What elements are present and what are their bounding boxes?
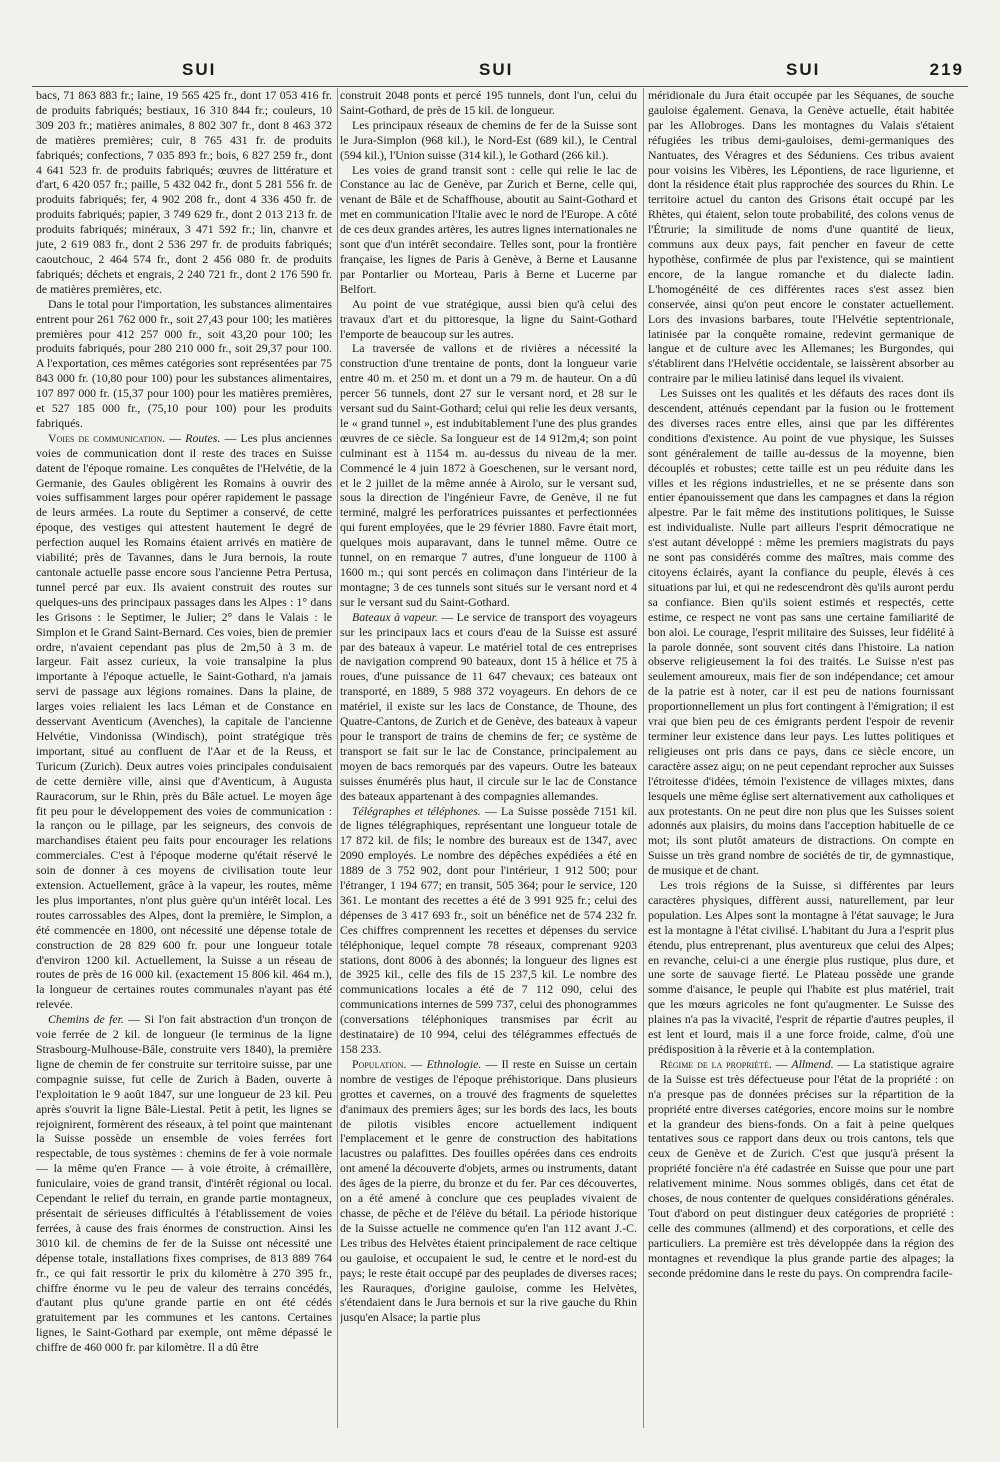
paragraph-text: construit 2048 ponts et percé 195 tunnels, dont l'un, celui du Saint-Gothard, de près de 15 kil. de longueur. xyxy=(340,88,637,117)
paragraph xyxy=(648,88,954,386)
paragraph-text: Les voies de grand transit sont : celle qui relie le lac de Constance au lac de Genève, par Zurich et Berne, celle qui, venant de Bâle et de Schaffhouse, aboutit au Saint-Gothard et met en communication l'Italie avec le nord de l'Europe. A côté de ces deux grandes artères, les autres lignes internationales ne sont que d'un intérêt secondaire. Telles sont, pour la frontière française, les lignes de Paris à Genève, à Berne et Lausanne par Pontarlier ou Morteau, Paris à Berne et Lucerne par Belfort. xyxy=(340,162,637,296)
subsection-title: Bateaux à vapeur. xyxy=(352,609,438,624)
column-divider xyxy=(337,88,338,1428)
paragraph-text: — Il reste en Suisse un certain nombre de vestiges de l'époque préhistorique. Dans plusieurs grottes et cavernes, on a trouvé des fragments de squelettes d'animaux des premiers âges; sur les bords des lacs, les bouts de pilotis visibles encore actuellement indiquent l'emplacement et le genre de construction des habitations lacustres ou palafittes. Des fouilles opérées dans ces endroits ont amené la découverte d'objets, armes ou instruments, datant des âges de la pierre, du bronze et du fer. Par ces découvertes, on a été amené à conclure que ces peuplades vivaient de chasse, de pêche et de l'élève du bétail. La période historique de la Suisse actuelle ne commence qu'en l'an 112 avant J.-C. Les tribus des Helvètes étaient principalement de race celtique ou gauloise, et occupaient le sud, le centre et le nord-est du pays; le reste était occupé par des peuplades de diverses races; les Rauraques, d'origine gauloise, comme les Helvètes, s'étendaient dans le Jura bernois et sur la rive gauche du Rhin jusqu'en Alsace; la partie plus xyxy=(340,1056,637,1325)
paragraph-text: — Les plus anciennes voies de communication dont il reste des traces en Suisse datent de l'époque romaine. Les conquêtes de l'Helvétie, de la Germanie, des Gaules obligèrent les Romains à ouvrir des voies suffisamment larges pour opérer rapidement le passage de leurs armées. La route du Septimer a conservé, de cette époque, des vestiges qui attestent hautement le degré de perfection auquel les Romains étaient arrivés en matière de viabilité; près de Tavannes, dans le Jura bernois, la route cantonale actuelle passe encore sous l'ancienne Petra Pertusa, tunnel percé par eux. Ils avaient construit des routes sur quelques-uns des principaux passages dans les Alpes : 1° dans les Grisons : le Septimer, le Julier; 2° dans le Valais : le Simplon et le Grand Saint-Bernard. Ces voies, bien de premier ordre, n'avaient cependant pas plus de 2m,50 à 3 m. de largeur. Fait assez curieux, la voie transalpine la plus importante à l'époque actuelle, le Saint-Gothard, n'a jamais servi de passage aux légions romaines. Dans la plaine, de larges voies reliaient les lacs Léman et de Constance en desservant Aventicum (Avenches), la capitale de l'ancienne Helvétie, Vindonissa (Windisch), point stratégique très important, situé au confluent de l'Aar et de la Reuss, et Turicum (Zurich). Deux autres voies principales conduisaient de cette dernière ville, ainsi que d'Aventicum, à Augusta Rauracorum, sur le Rhin, près du Bâle actuel. Le moyen âge fit peu pour le développement des voies de communication : la rançon ou le pillage, par les seigneurs, des convois de marchandises étaient peu faits pour encourager les relations commerciales. C'est à l'époque moderne qu'était réservé le soin de donner à ces moyens de civilisation toute leur extension. Actuellement, grâce à la vapeur, les routes, même les plus importantes, n'ont plus guère qu'un intérêt local. Les routes carrossables des Alpes, dont la première, le Simplon, a été commencée en 1800, ont nécessité une dépense totale de construction de 28 829 600 fr. pour une longueur totale d'environ 1200 kil. Actuellement, la Suisse a un réseau de routes de près de 16 000 kil. (exactement 15 806 kil. 464 m.), la longueur de certaines routes communales n'ayant pas été relevée. xyxy=(36,430,332,1012)
page-header xyxy=(32,60,968,84)
paragraph xyxy=(648,878,954,1057)
paragraph-text: La traversée de vallons et de rivières a nécessité la construction d'une trentaine de ponts, dont la longueur varie entre 40 m. et 250 m. et dont un a 79 m. de hauteur. On a dû percer 56 tunnels, dont 27 sur le versant nord, et 28 sur le versant sud du Saint-Gothard; celui qui relie les deux versants, le « grand tunnel », est indubitablement l'une des plus grandes œuvres de ce siècle. Sa longueur est de 14 912m,4; son point culminant est à 1154 m. au-dessus du niveau de la mer. Commencé le 4 juin 1872 à Goeschenen, sur le versant nord, et le 2 juillet de la même année à Airolo, sur le versant sud, sous la direction de l'ingénieur Favre, de Genève, il ne fut terminé, malgré les perforatrices puissantes et perfectionnées qui furent employées, que le 29 février 1880. Favre était mort, quelques mois auparavant, dans le tunnel même. Outre ce tunnel, on en remarque 7 autres, d'une longueur de 1100 à 1600 m.; qui sont percés en colimaçon dans l'intérieur de la montagne; 3 de ces tunnels sont situés sur le versant nord et 4 sur le versant sud du Saint-Gothard. xyxy=(340,341,637,609)
paragraph-text: — Si l'on fait abstraction d'un tronçon de voie ferrée de 2 kil. de longueur (le terminus de la ligne Strasbourg-Mulhouse-Bâle, construite vers 1840), la première ligne de chemin de fer construite sur territoire suisse, par une compagnie suisse, fut celle de Zurich à Baden, ouverte à l'exploitation le 9 août 1847, sur une longueur de 23 kil. Peu après s'ouvrit la ligne Bâle-Liestal. Petit à petit, les lignes se rejoignirent, formèrent des réseaux, à tel point que maintenant la Suisse possède un ensemble de voies ferrées fort respectable, de tous systèmes : chemins de fer à voie normale — la même qu'en France — à voie étroite, à crémaillère, funiculaire, voies de grand transit, d'intérêt régional ou local. Cependant le relief du terrain, en grande partie montagneux, présentait de sérieuses difficultés à l'établissement de voies ferrées, à cause des frais énormes de construction. Ainsi les 3010 kil. de chemins de fer de la Suisse ont nécessité une dépense totale, installations fixes comprises, de 813 889 764 fr., ce qui fait ressortir le prix du kilomètre à 270 395 fr., chiffre énorme vu le peu de valeur des terrains concédés, d'autant plus qu'une grande partie en ont été cédés gratuitement par les communes et les cantons. Certaines lignes, le Saint-Gothard par exemple, ont même dépassé le chiffre de 460 000 fr. par kilomètre. Il a dû être xyxy=(36,1012,332,1355)
running-head-center: SUI xyxy=(479,60,514,79)
paragraph: Régime de la propriété. — Allmend. — La statistique agraire de la Suisse est très défectueuse pour l'état de la propriété : on n'a presque pas de données précises sur la répartition de la propriété entre diverses catégories, encore moins sur le nombre et la grandeur des biens-fonds. On a fait à peine quelques tentatives sous ce rapport dans deux ou trois cantons, tels que ceux de Genève et de Zurich. C'est que jusqu'à présent la propriété foncière n'a été cadastrée en Suisse que pour une part relativement minime. Nous sommes obligés, dans cet état de choses, de nous contenter de quelques considérations générales. Tout d'abord on peut distinguer deux catégories de propriété : celle des communes (allmend) et des corporations, et celle des particuliers. La première est très développée dans la région des montagnes et revendique la plus grande partie des alpages; la seconde prédomine dans le reste du pays. On comprendra facile- xyxy=(648,1056,954,1280)
subsection-title: Ethnologie. xyxy=(426,1056,482,1071)
paragraph-text: — La statistique agraire de la Suisse est très défectueuse pour l'état de la propriété : on n'a presque pas de données précises sur la répartition de la propriété entre diverses catégories, encore moins sur le nombre et la grandeur des biens-fonds. On a fait à peine quelques tentatives sous ce rapport dans deux ou trois cantons, tels que ceux de Genève et de Zurich. C'est que jusqu'à présent la propriété foncière n'a été cadastrée en Suisse que pour une part relativement minime. Nous sommes obligés, dans cet état de choses, de nous contenter de quelques considérations générales. Tout d'abord on peut distinguer deux catégories de propriété : celle des communes (allmend) et des corporations, et celle des particuliers. La première est très développée dans la région des montagnes et revendique la plus grande partie des alpages; la seconde prédomine dans le reste du pays. On comprendra facile- xyxy=(648,1056,954,1280)
column-divider xyxy=(643,88,644,1428)
subsection-title: Chemins de fer. xyxy=(48,1012,124,1027)
paragraph-text: Les Suisses ont les qualités et les défauts des races dont ils descendent, atténués cependant par la fusion ou le frottement des diverses races entre elles, ainsi que par les différentes conditions d'existence. Au point de vue physique, les Suisses sont généralement de taille au-dessus de la moyenne, bien découplés et robustes; cette taille est un peu réduite dans les villes et les régions industrielles, et ne se présente dans son entier épanouissement que dans les campagnes et dans la région alpestre. Par le fait même des institutions politiques, le Suisse est individualiste. Nulle part ailleurs l'esprit démocratique ne s'est autant développé : même les premiers magistrats du pays ne sont pas considérés comme des maîtres, mais comme des citoyens éclairés, ayant la confiance du peuple, élevés à ces situations par lui, et qui ne redescendront dès qu'ils auront perdu sa confiance. Bien qu'ils soient estimés et respectés, cette estime, ce respect ne vont pas sans une certaine familiarité de bon aloi. Le courage, l'esprit militaire des Suisses, leur fidélité à la parole donnée, sont souvent cités dans l'histoire. La nation observe religieusement la foi des traités. Le Suisse n'est pas seulement amoureux, mais fier de son indépendance; cet amour de la patrie est à noter, car il est peu de nations fournissant proportionnellement un plus fort contingent à l'émigration; il est vrai que bien peu de ces émigrants perdent l'espoir de revenir terminer leur existence dans leur pays. Les luttes politiques et religieuses ont pris dans ce pays, dans ce siècle encore, un caractère assez aigu; on ne peut cependant reprocher aux Suisses l'étroitesse d'idées, témoin l'existence de villages mixtes, dans lesquels une même église sert alternativement aux catholiques et aux protestants. On ne peut dire non plus que les Suisses soient adonnés aux plaisirs, du moins dans l'acception habituelle de ce mot; ils sont plutôt amateurs de distractions. On compte en Suisse un très grand nombre de sociétés de tir, de gymnastique, de musique et de chant. xyxy=(648,386,954,878)
running-head-left: SUI xyxy=(182,60,217,79)
paragraph xyxy=(36,297,332,431)
paragraph: Voies de communication. — Routes. — Les plus anciennes voies de communication dont il reste des traces en Suisse datent de l'époque romaine. Les conquêtes de l'Helvétie, de la Germanie, des Gaules obligèrent les Romains à ouvrir des voies suffisamment larges pour opérer rapidement le passage de leurs armées. La route du Septimer a conservé, de cette époque, des vestiges qui attestent hautement le degré de perfection auquel les Romains étaient arrivés en matière de viabilité; près de Tavannes, dans le Jura bernois, la route cantonale actuelle passe encore sous l'ancienne Petra Pertusa, tunnel percé par eux. Ils avaient construit des routes sur quelques-uns des principaux passages dans les Alpes : 1° dans les Grisons : le Septimer, le Julier; 2° dans le Valais : le Simplon et le Grand Saint-Bernard. Ces voies, bien de premier ordre, n'avaient cependant pas plus de 2m,50 à 3 m. de largeur. Fait assez curieux, la voie transalpine la plus importante à l'époque actuelle, le Saint-Gothard, n'a jamais servi de passage aux légions romaines. Dans la plaine, de larges voies reliaient les lacs Léman et de Constance en desservant Aventicum (Avenches), la capitale de l'ancienne Helvétie, Vindonissa (Windisch), point stratégique très important, situé au confluent de l'Aar et de la Reuss, et Turicum (Zurich). Deux autres voies principales conduisaient de cette dernière ville, ainsi que d'Aventicum, à Augusta Rauracorum, sur le Rhin, près du Bâle actuel. Le moyen âge fit peu pour le développement des voies de communication : la rançon ou le pillage, par les seigneurs, des convois de marchandises étaient peu faits pour encourager les relations commerciales. C'est à l'époque moderne qu'était réservé le soin de donner à ces moyens de civilisation toute leur extension. Actuellement, grâce à la vapeur, les routes, même les plus importantes, n'ont plus guère qu'un intérêt local. Les routes carrossables des Alpes, dont la première, le Simplon, a été commencée en 1800, ont nécessité une dépense totale de construction de 28 829 600 fr. pour une longueur totale d'environ 1200 kil. Actuellement, la Suisse a un réseau de routes de près de 16 000 kil. (exactement 15 806 kil. 464 m.), la longueur de certaines routes communales n'ayant pas été relevée. xyxy=(36,430,332,1012)
section-heading: Régime de la propriété. xyxy=(660,1056,772,1071)
paragraph-text: méridionale du Jura était occupée par les Séquanes, de souche gauloise également. Genava, la Genève actuelle, était habitée par les Allobroges. Dans les montagnes du Valais s'étaient réfugiées les tribus demi-gauloises, demi-germaniques des Nantuates, des Véragres et des Séduniens. Ces tribus avaient pour voisins les Vibères, les Lépontiens, de race ligurienne, et dont la résidence était plus rapprochée des sources du Rhin. Le territoire actuel du canton des Grisons était occupé par les Rhètes, qui étaient, selon toute probabilité, des colons venus de l'Étrurie; la similitude de noms d'une quantité de lieux, communs aux deux pays, fait pencher en faveur de cette hypothèse, confirmée de plus par l'existence, qui se maintient encore, de la langue romanche et du dialecte ladin. L'homogénéité de ces différentes races s'est assez bien conservée, ainsi qu'on peut encore le constater actuellement. Lors des invasions barbares, toute l'Helvétie septentrionale, latinisée par la conquête romaine, redevint germanique de langue et de culture avec les Allemanes; les Burgondes, qui s'établirent dans l'Helvétie occidentale, se laissèrent absorber au contraire par le milieu latinisé dans lequel ils vivaient. xyxy=(648,88,954,386)
paragraph xyxy=(340,297,637,342)
paragraph xyxy=(648,386,954,878)
subsection-title: Routes. xyxy=(185,430,221,445)
page-number: 219 xyxy=(929,60,964,79)
section-heading: Population. xyxy=(352,1056,407,1071)
paragraph xyxy=(340,118,637,163)
paragraph xyxy=(36,1012,332,1355)
paragraph xyxy=(36,88,332,297)
paragraph-text: Au point de vue stratégique, aussi bien qu'à celui des travaux d'art et du pittoresque, la ligne du Saint-Gothard l'emporte de beaucoup sur les autres. xyxy=(340,296,637,341)
paragraph-text: Les trois régions de la Suisse, si différentes par leurs caractères physiques, diffèrent aussi, naturellement, par leur population. Les Alpes sont la montagne à l'état sauvage; le Jura est la montagne à l'état civilisé. L'habitant du Jura a l'esprit plus étendu, plus entreprenant, plus aventureux que celui des Alpes; en revanche, celui-ci a une énergie plus rustique, plus dure, et une sorte de sauvage fierté. Le Plateau possède une grande somme d'aisance, le peuple qui l'habite est plus matériel, trait que les mœurs agricoles ne font qu'augmenter. Le Suisse des plaines n'a pas la vivacité, l'esprit de répartie d'autres peuples, il est lent et lourd, mais il a une force froide, calme, d'où une prédisposition à la rêverie et à la contemplation. xyxy=(648,878,954,1056)
paragraph-text: — La Suisse possède 7151 kil. de lignes télégraphiques, représentant une longueur totale de 17 872 kil. de fils; le nombre des bureaux est de 1347, avec 2090 employés. Le nombre des dépêches expédiées a été en 1889 de 3 752 902, dont pour l'intérieur, 1 912 500; pour l'étranger, 1 194 677; en transit, 505 364; pour le service, 120 361. Le montant des recettes a été de 3 991 925 fr.; celui des dépenses de 3 417 693 fr., soit un bénéfice net de 574 232 fr. Ces chiffres comprennent les recettes et dépenses du service téléphonique, lequel compte 78 réseaux, comprenant 9203 stations, dont 8006 à des abonnés; la longueur des lignes est de 3925 kil., celle des fils de 15 237,5 kil. Le nombre des communications locales a été de 7 112 090, celui des communications internes de 599 737, celui des phonogrammes (conversations téléphoniques transmises par écrit au destinataire) de 10 994, celui des télégrammes effectués de 158 233. xyxy=(340,803,637,1056)
paragraph-text: bacs, 71 863 883 fr.; laine, 19 565 425 fr., dont 17 053 416 fr. de produits fabriqués; bestiaux, 16 310 844 fr.; couleurs, 10 309 203 fr.; matières animales, 8 802 307 fr., dont 8 463 372 de matières premières; cuir, 8 765 431 fr. de produits fabriqués; confections, 7 035 893 fr.; bois, 6 827 259 fr., dont 4 641 523 fr. de produits fabriqués; œuvres de littérature et d'art, 6 420 057 fr.; paille, 5 432 042 fr., dont 5 281 556 fr. de produits fabriqués; fer, 4 902 208 fr., dont 4 336 450 fr. de produits fabriqués; papier, 3 749 629 fr., dont 2 013 213 fr. de produits fabriqués; minéraux, 3 471 592 fr.; lin, chanvre et jute, 2 619 083 fr., dont 2 536 297 fr. de produits fabriqués; caoutchouc, 2 464 574 fr., dont 2 456 080 fr. de produits fabriqués; déchets et engrais, 2 240 721 fr., dont 2 176 590 fr. de matières premières, etc. xyxy=(36,88,332,296)
text-column-2 xyxy=(340,88,637,1428)
text-column-3 xyxy=(648,88,954,1428)
subsection-title: Télégraphes et téléphones. xyxy=(352,803,481,818)
paragraph-text: — Le service de transport des voyageurs sur les principaux lacs et cours d'eau de la Suisse est assuré par des bateaux à vapeur. Le matériel total de ces entreprises de navigation comprend 90 bateaux, dont 15 à hélice et 75 à roues, d'une puissance de 11 647 chevaux; ces bateaux ont transporté, en 1889, 5 988 372 voyageurs. En dehors de ce matériel, il existe sur les lacs de Constance, de Thoune, des Quatre-Cantons, de Zurich et de Genève, des bateaux à vapeur pour le transport de trains de chemins de fer; ce système de transport se fait sur le lac de Constance, principalement au moyen de bacs remorqués par des vapeurs. Outre les bateaux suisses énumérés plus haut, il circule sur le lac de Constance des bateaux appartenant à des compagnies allemandes. xyxy=(340,609,637,803)
paragraph xyxy=(340,804,637,1057)
paragraph xyxy=(340,163,637,297)
paragraph-text: Dans le total pour l'importation, les substances alimentaires entrent pour 261 762 000 fr., soit 27,43 pour 100; les matières premières pour 412 257 000 fr., soit 43,20 pour 100; les produits fabriqués, pour 280 210 000 fr., soit 29,37 pour 100. A l'exportation, ces mêmes catégories sont représentées par 75 843 000 fr. (10,80 pour 100) pour les substances alimentaires, 107 897 000 fr. (15,37 pour 100) pour les matières premières, et 527 185 000 fr., (75,10 pour 100) pour les produits fabriqués. xyxy=(36,296,332,430)
paragraph xyxy=(340,88,637,118)
paragraph-text: Les principaux réseaux de chemins de fer de la Suisse sont le Jura-Simplon (968 kil.), le Nord-Est (689 kil.), le Central (594 kil.), l'Union suisse (314 kil.), le Gothard (266 kil.). xyxy=(340,117,637,162)
subsection-title: Allmend. xyxy=(791,1056,834,1071)
paragraph xyxy=(340,610,637,804)
text-column-1 xyxy=(36,88,332,1428)
running-head-right: SUI xyxy=(786,60,821,79)
paragraph xyxy=(340,341,637,609)
header-rule xyxy=(32,86,968,87)
paragraph: Population. — Ethnologie. — Il reste en Suisse un certain nombre de vestiges de l'époque préhistorique. Dans plusieurs grottes et cavernes, on a trouvé des fragments de squelettes d'animaux des premiers âges; sur les bords des lacs, les bouts de pilotis visibles encore actuellement indiquent l'emplacement et le genre de construction des habitations lacustres ou palafittes. Des fouilles opérées dans ces endroits ont amené la découverte d'objets, armes ou instruments, datant des âges de la pierre, du bronze et du fer. Par ces découvertes, on a été amené à conclure que ces peuplades vivaient de chasse, de pêche et de l'élève du bétail. La période historique de la Suisse actuelle ne commence qu'en l'an 112 avant J.-C. Les tribus des Helvètes étaient principalement de race celtique ou gauloise, et occupaient le sud, le centre et le nord-est du pays; le reste était occupé par des peuplades de diverses races; les Rauraques, d'origine gauloise, comme les Helvètes, s'étendaient dans le Jura bernois et sur la rive gauche du Rhin jusqu'en Alsace; la partie plus xyxy=(340,1056,637,1325)
section-heading: Voies de communication. xyxy=(48,430,166,445)
